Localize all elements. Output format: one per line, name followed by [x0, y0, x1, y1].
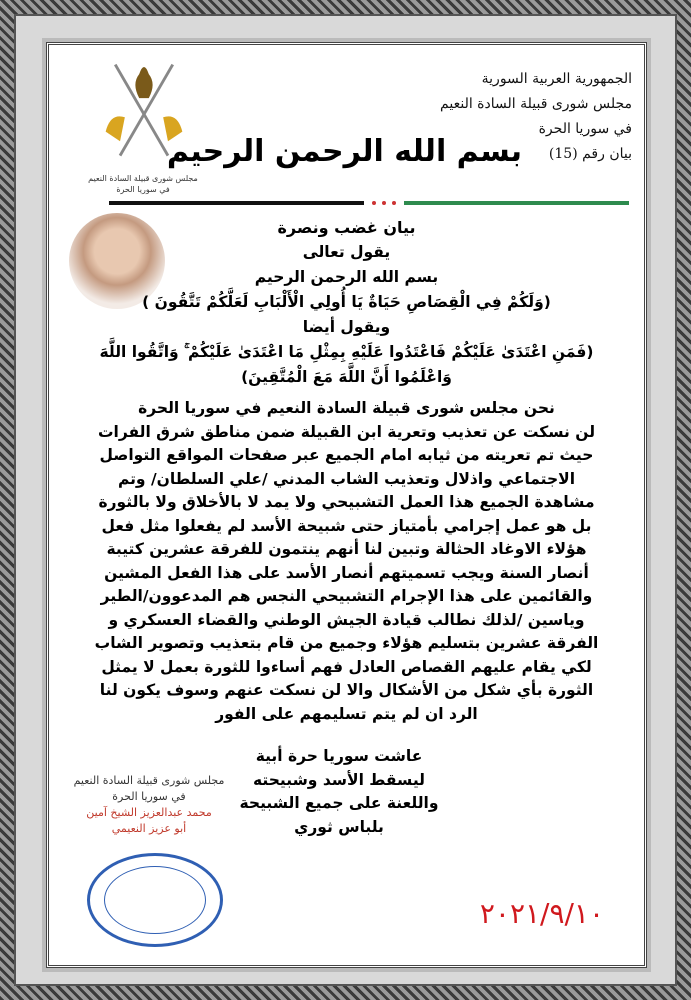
verse: وَاعْلَمُوا أَنَّ اللَّهَ مَعَ الْمُتَّقِينَ) — [241, 368, 452, 386]
intro-text: ويقول أيضا — [302, 318, 391, 336]
body-line: حيث تم تعريته من ثيابه امام الجميع عبر صفحات المواقع التواصل — [99, 446, 594, 464]
signature-name: محمد عبدالعزيز الشيخ آمين — [86, 806, 212, 819]
body-line: الفرقة عشرين بتسليم هؤلاء وجميع من قام بتعذيب وتصوير الشاب — [94, 634, 599, 652]
body-line: الرد ان لم يتم تسليمهم على الفور — [215, 704, 478, 723]
body-line: أنصار السنة ويجب تسميتهم أنصار الأسد على هذا الفعل المشين — [104, 563, 589, 582]
verse: (فَمَنِ اعْتَدَىٰ عَلَيْكُمْ فَاعْتَدُوا عَلَيْهِ بِمِثْلِ مَا اعْتَدَىٰ عَلَيْكُمْ ۚ وَاتَّقُوا اللَّهَ — [99, 343, 594, 361]
body-line: لن نسكت عن تعذيب وتعرية ابن القبيلة ضمن مناطق شرق الفرات — [97, 422, 596, 441]
logo-caption-line: مجلس شورى قبيلة السادة النعيم — [88, 174, 198, 183]
document-date: ٢٠٢١/٩/١٠ — [479, 897, 604, 930]
logo-caption — [83, 173, 203, 195]
slogan: بلباس ثوري — [294, 817, 384, 836]
slogan: واللعنة على جميع الشبيحة — [239, 794, 439, 812]
signature-org: مجلس شورى قبيلة السادة النعيم — [73, 774, 225, 787]
statement-intro — [49, 215, 644, 390]
body-line: نحن مجلس شورى قبيلة السادة النعيم في سوريا الحرة — [138, 399, 555, 417]
body-line: مشاهدة الجميع هذا العمل التشبيحي ولا يمد لا بالأخلاق ولا بالثورة — [98, 493, 595, 511]
signature-place: في سوريا الحرة — [112, 790, 186, 803]
statement-title: بيان غضب ونصرة — [277, 218, 416, 237]
flag-divider — [109, 201, 629, 205]
header-line: الجمهورية العربية السورية — [481, 71, 632, 87]
intro-text: يقول تعالى — [302, 243, 391, 261]
logo-caption-line: في سوريا الحرة — [116, 185, 170, 194]
body-line: بل هو عمل إجرامي بأمتياز حتى شبيحة الأسد لم يفعلوا مثل فعل — [101, 516, 592, 535]
tribe-logo-icon — [99, 55, 189, 170]
signature-alias: أبو عزيز النعيمي — [111, 822, 187, 835]
slogan: عاشت سوريا حرة أبية — [255, 747, 423, 765]
statement-body — [49, 397, 644, 726]
verse: (وَلَكُمْ فِي الْقِصَاصِ حَيَاةٌ يَا أُولِي الْأَلْبَابِ لَعَلَّكُمْ تَتَّقُونَ ) — [142, 293, 551, 311]
slogan: ليسقط الأسد وشبيحته — [253, 770, 425, 789]
basmala-text: بسم الله الرحمن الرحيم — [254, 268, 439, 286]
body-line: لكي يقام عليهم القصاص العادل فهم أساءوا للثورة بعمل لا يمثل — [101, 657, 592, 676]
header-line: مجلس شورى قبيلة السادة النعيم — [440, 96, 632, 112]
header-line: في سوريا الحرة — [538, 121, 632, 137]
statement-number: بيان رقم (15) — [548, 146, 632, 162]
official-stamp-icon — [87, 853, 223, 947]
body-line: الثورة بأي شكل من الأشكال والا لن نسكت عنهم وسوف يكون لنا — [99, 681, 594, 699]
document-page — [46, 42, 647, 968]
body-line: الاجتماعي واذلال وتعذيب الشاب المدني /علي السلطان/ وتم — [117, 469, 576, 488]
body-line: والقائمين على هذا الإجرام التشبيحي النجس هم المدعوون/الطير — [100, 587, 593, 605]
signature-block — [49, 773, 249, 837]
basmala-heading: بسم الله الرحمن الرحيم — [166, 134, 522, 169]
body-line: هؤلاء الاوغاد الحثالة وتبين لنا أنهم ينتمون للفرقة عشرين كتيبة — [106, 540, 587, 558]
body-line: وياسين /لذلك نطالب قيادة الجيش الوطني والقضاء العسكري و — [108, 610, 585, 629]
